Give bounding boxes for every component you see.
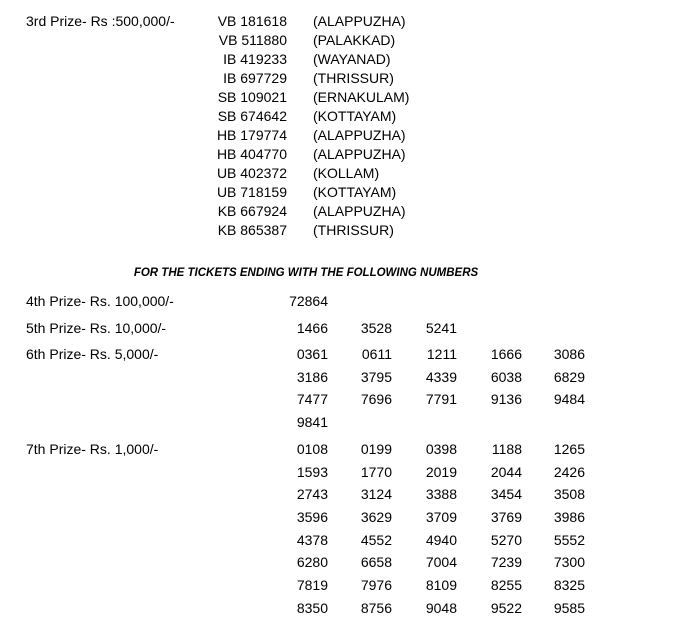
number-row xyxy=(0,415,688,438)
ticket-number: 7696 xyxy=(360,391,392,408)
ticket-code: IB 697729 xyxy=(223,70,287,86)
ticket-number: 6038 xyxy=(490,368,522,385)
ticket-row xyxy=(0,204,688,223)
ticket-number: 1265 xyxy=(553,441,585,457)
tickets-ending-note: FOR THE TICKETS ENDING WITH THE FOLLOWING NUMBERS xyxy=(133,267,479,279)
ticket-number: 1188 xyxy=(491,441,522,457)
seventh-prize-label: 7th Prize- Rs. 1,000/- xyxy=(26,441,159,457)
ticket-number: 1211 xyxy=(426,346,457,362)
ticket-number: 3124 xyxy=(360,486,392,503)
number-row xyxy=(0,510,688,533)
ticket-number: 9585 xyxy=(553,599,585,616)
sixth-prize-label: 6th Prize- Rs. 5,000/- xyxy=(26,346,159,362)
ticket-place: (KOTTAYAM) xyxy=(313,184,397,200)
ticket-row xyxy=(0,166,688,185)
ticket-code: KB 667924 xyxy=(217,203,287,219)
ticket-number: 3629 xyxy=(360,509,392,526)
ticket-place: (ERNAKULAM) xyxy=(313,89,410,105)
number-row xyxy=(0,533,688,556)
ticket-code: UB 718159 xyxy=(216,184,287,200)
number-row xyxy=(0,321,688,344)
ticket-number: 3986 xyxy=(553,509,585,526)
ticket-number: 7004 xyxy=(425,554,457,571)
ticket-number: 3508 xyxy=(553,486,585,503)
ticket-number: 2019 xyxy=(425,463,457,480)
ticket-number: 8109 xyxy=(425,577,457,594)
ticket-number: 2743 xyxy=(296,486,328,503)
ticket-code: IB 419233 xyxy=(223,51,287,67)
ticket-number: 8756 xyxy=(360,599,392,616)
sixth-prize-numbers xyxy=(0,347,688,438)
ticket-number: 3388 xyxy=(425,486,457,503)
ticket-code: HB 404770 xyxy=(216,146,287,162)
ticket-place: (THRISSUR) xyxy=(313,222,394,238)
ticket-place: (PALAKKAD) xyxy=(313,32,396,48)
ticket-number: 9048 xyxy=(425,599,457,616)
ticket-row xyxy=(0,128,688,147)
ticket-number: 1593 xyxy=(296,463,328,480)
ticket-number: 5241 xyxy=(425,320,457,336)
number-row xyxy=(0,347,688,370)
ticket-number: 8325 xyxy=(553,577,585,594)
seventh-prize-numbers xyxy=(0,442,688,624)
ticket-number: 7819 xyxy=(296,577,328,594)
third-prize-label: 3rd Prize- Rs :500,000/- xyxy=(26,13,175,29)
ticket-number: 4552 xyxy=(360,531,392,548)
ticket-row xyxy=(0,109,688,128)
ticket-number: 2044 xyxy=(490,463,522,480)
ticket-number: 6280 xyxy=(296,554,328,571)
ticket-number: 4378 xyxy=(296,531,328,548)
ticket-number: 3596 xyxy=(296,509,328,526)
ticket-number: 3769 xyxy=(490,509,522,526)
ticket-place: (ALAPPUZHA) xyxy=(313,203,406,219)
ticket-number: 9484 xyxy=(553,391,585,408)
ticket-code: UB 402372 xyxy=(216,165,287,181)
ticket-place: (THRISSUR) xyxy=(313,70,394,86)
ticket-row xyxy=(0,52,688,71)
ticket-number: 1770 xyxy=(360,463,392,480)
ticket-row xyxy=(0,90,688,109)
ticket-row xyxy=(0,71,688,90)
ticket-place: (ALAPPUZHA) xyxy=(313,146,406,162)
ticket-number: 3086 xyxy=(553,346,585,362)
number-row xyxy=(0,578,688,601)
number-row xyxy=(0,370,688,393)
ticket-place: (KOLLAM) xyxy=(313,165,380,181)
ticket-number: 3186 xyxy=(296,368,328,385)
ticket-place: (WAYANAD) xyxy=(313,51,391,67)
ticket-number: 1466 xyxy=(296,320,328,336)
ticket-row xyxy=(0,33,688,52)
number-row xyxy=(0,294,688,317)
ticket-number: 9522 xyxy=(490,599,522,616)
number-row xyxy=(0,442,688,465)
ticket-number: 8350 xyxy=(296,599,328,616)
fourth-prize-numbers xyxy=(0,294,688,317)
ticket-number: 0199 xyxy=(360,441,392,457)
ticket-number: 0108 xyxy=(296,441,328,457)
fifth-prize-numbers xyxy=(0,321,688,344)
ticket-number: 7477 xyxy=(296,391,328,408)
ticket-place: (ALAPPUZHA) xyxy=(313,13,406,29)
ticket-row xyxy=(0,14,688,33)
ticket-number: 0361 xyxy=(296,346,328,362)
ticket-number: 9136 xyxy=(490,391,522,408)
ticket-code: HB 179774 xyxy=(216,127,287,143)
ticket-number: 8255 xyxy=(490,577,522,594)
ticket-number: 0398 xyxy=(425,441,457,457)
ticket-row xyxy=(0,223,688,242)
ticket-code: VB 181618 xyxy=(217,13,287,29)
ticket-number: 7791 xyxy=(425,391,457,408)
ticket-number: 3454 xyxy=(490,486,522,503)
ticket-number: 3528 xyxy=(360,320,392,336)
ticket-place: (KOTTAYAM) xyxy=(313,108,397,124)
ticket-row xyxy=(0,185,688,204)
ticket-number: 5270 xyxy=(490,531,522,548)
ticket-number: 3709 xyxy=(425,509,457,526)
ticket-number: 4940 xyxy=(425,531,457,548)
ticket-number: 5552 xyxy=(553,531,585,548)
ticket-number: 4339 xyxy=(425,368,457,385)
fourth-prize-label: 4th Prize- Rs. 100,000/- xyxy=(26,293,174,309)
number-row xyxy=(0,487,688,510)
ticket-code: SB 674642 xyxy=(217,108,287,124)
ticket-number: 2426 xyxy=(553,463,585,480)
fifth-prize-label: 5th Prize- Rs. 10,000/- xyxy=(26,320,167,336)
number-row xyxy=(0,601,688,624)
ticket-number: 0611 xyxy=(361,346,392,362)
ticket-number: 9841 xyxy=(296,414,328,431)
ticket-number: 6829 xyxy=(553,368,585,385)
number-row xyxy=(0,465,688,488)
ticket-row xyxy=(0,147,688,166)
ticket-place: (ALAPPUZHA) xyxy=(313,127,406,143)
ticket-number: 7239 xyxy=(490,554,522,571)
ticket-number: 7976 xyxy=(360,577,392,594)
third-prize-ticket-list xyxy=(0,14,688,242)
ticket-number: 3795 xyxy=(360,368,392,385)
number-row xyxy=(0,555,688,578)
number-row xyxy=(0,392,688,415)
ticket-number: 1666 xyxy=(490,346,522,362)
ticket-number: 6658 xyxy=(360,554,392,571)
ticket-code: KB 865387 xyxy=(217,222,287,238)
ticket-number: 7300 xyxy=(553,554,585,571)
ticket-code: VB 511880 xyxy=(218,32,287,48)
ticket-code: SB 109021 xyxy=(217,89,287,105)
ticket-number: 72864 xyxy=(289,293,328,309)
